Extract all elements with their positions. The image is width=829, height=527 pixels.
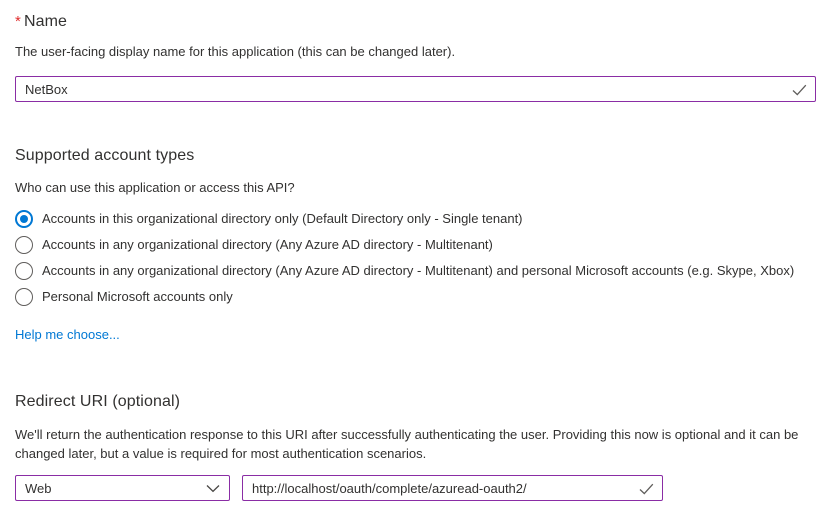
radio-button-icon[interactable] (15, 210, 33, 228)
radio-button-icon[interactable] (15, 288, 33, 306)
chevron-down-icon (206, 481, 220, 496)
name-section-title (15, 11, 815, 32)
name-input[interactable] (15, 76, 816, 102)
radio-option-personal-only[interactable] (15, 284, 815, 310)
name-title-text: Name (23, 13, 68, 30)
account-types-section-title: Supported account types (15, 147, 195, 164)
radio-option-multitenant[interactable] (15, 232, 815, 258)
radio-option-label: Accounts in this organizational directory only (Default Directory only - Single tenant) (42, 211, 523, 226)
account-types-question: Who can use this application or access this API? (15, 180, 295, 195)
redirect-uri-description: We'll return the authentication response to this URI after successfully authenticating the user. Providing this now is optional and it can be changed later, but a value is required for most authentication scenarios. (15, 427, 799, 461)
redirect-uri-section-title: Redirect URI (optional) (15, 393, 181, 410)
platform-type-dropdown[interactable] (15, 475, 230, 501)
name-input-container (15, 76, 816, 102)
name-description: The user-facing display name for this application (this can be changed later). (15, 44, 456, 59)
radio-option-label: Accounts in any organizational directory (Any Azure AD directory - Multitenant) (42, 237, 493, 252)
help-me-choose-link[interactable]: Help me choose... (15, 327, 120, 342)
radio-option-label: Personal Microsoft accounts only (42, 289, 233, 304)
radio-option-multitenant-personal[interactable] (15, 258, 815, 284)
redirect-uri-row (15, 475, 815, 501)
radio-option-single-tenant[interactable] (15, 206, 815, 232)
redirect-uri-input[interactable] (242, 475, 663, 501)
redirect-uri-input-container (242, 475, 663, 501)
radio-option-label: Accounts in any organizational directory (Any Azure AD directory - Multitenant) and personal Microsoft accounts (e.g. Skype, Xbox) (42, 263, 795, 278)
account-types-radio-group (15, 206, 815, 310)
required-asterisk: * (15, 13, 21, 30)
radio-button-icon[interactable] (15, 236, 33, 254)
radio-button-icon[interactable] (15, 262, 33, 280)
app-registration-form (0, 11, 829, 501)
platform-type-selected-value: Web (25, 480, 52, 496)
